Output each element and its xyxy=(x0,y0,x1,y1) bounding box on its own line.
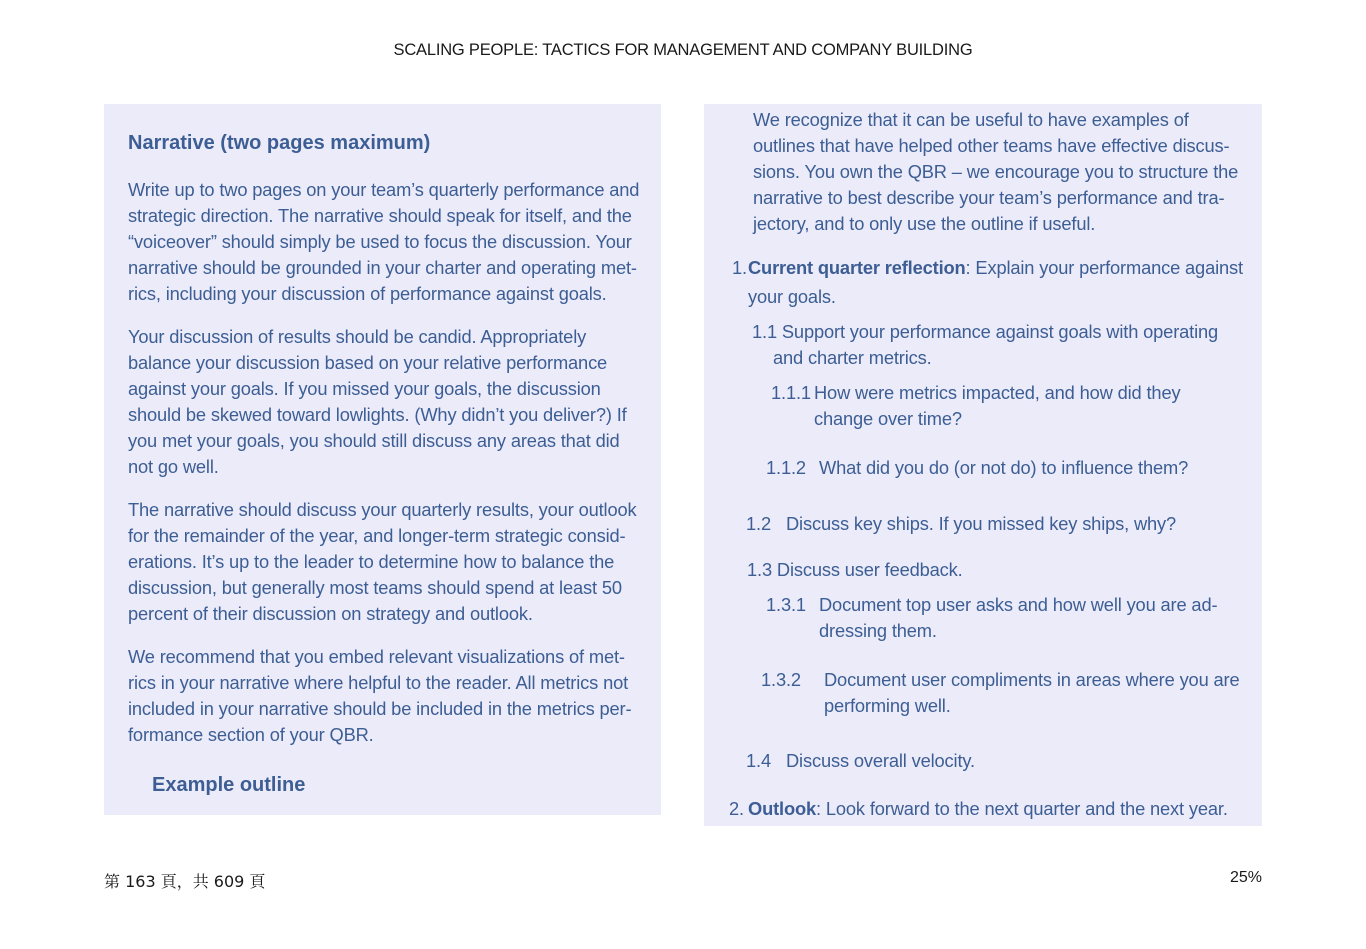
narrative-panel xyxy=(104,104,661,815)
outline-number: 2. xyxy=(729,798,744,819)
outline-number: 1.4 xyxy=(746,750,771,771)
outline-text: 1.3 Discuss user feedback. xyxy=(747,559,963,580)
outline-text: 1.1 Support your performance against goals with operating xyxy=(752,321,1219,342)
narrative-paragraph: The narrative should discuss your quarterly results, your outlook for the remainder of the year, and longer-term strategic consid-erations. It’s up to the leader to determine how to balance the discussion, but generally most teams should spend at least 50 percent of their discussion on strategy and outlook. xyxy=(128,499,637,624)
outline-text: dressing them. xyxy=(819,620,937,641)
outline-number: 1.2 xyxy=(746,513,771,534)
outline-label: Outlook xyxy=(748,798,817,819)
outline-number: 1.1.1 xyxy=(771,382,811,403)
outline-text: How were metrics impacted, and how did they xyxy=(814,382,1181,403)
outline-text: Document user compliments in areas where you are xyxy=(824,669,1240,690)
outline-text: your goals. xyxy=(748,286,836,307)
outline-intro: We recognize that it can be useful to have examples of outlines that have helped other teams have effective discus-sions. You own the QBR – we encourage you to structure the narrative to best describe your team’s performance and tra-jectory, and to only use the outline if useful. xyxy=(753,109,1239,234)
example-outline-heading: Example outline xyxy=(152,774,306,796)
outline-panel xyxy=(704,104,1262,826)
outline-number: 1.1.2 xyxy=(766,457,806,478)
outline-number: 1.3.2 xyxy=(761,669,801,690)
narrative-heading: Narrative (two pages maximum) xyxy=(128,132,431,154)
narrative-paragraph: Your discussion of results should be candid. Appropriately balance your discussion based on your relative performance against your goals. If you missed your goals, the discussion should be skewed toward lowlights. (Why didn’t you deliver?) If you met your goals, you should still discuss any areas that did not go well. xyxy=(128,326,627,477)
outline-text: : Look forward to the next quarter and the next year. xyxy=(816,798,1228,819)
narrative-body xyxy=(128,177,643,765)
outline-label: Current quarter reflection xyxy=(748,257,966,278)
outline-text: and charter metrics. xyxy=(773,347,932,368)
narrative-paragraph: We recommend that you embed relevant visualizations of met-rics in your narrative where helpful to the reader. All metrics not included in your narrative should be included in the metrics per-formance section of your QBR. xyxy=(128,646,632,745)
book-title: SCALING PEOPLE: TACTICS FOR MANAGEMENT AND COMPANY BUILDING xyxy=(393,41,973,59)
outline-text: Discuss overall velocity. xyxy=(786,750,975,771)
reading-progress: 25% xyxy=(1229,869,1262,886)
outline-text: performing well. xyxy=(824,695,951,716)
outline-text: What did you do (or not do) to influence them? xyxy=(819,457,1189,478)
narrative-paragraph: Write up to two pages on your team’s quarterly performance and strategic direction. The narrative should speak for itself, and the “voiceover” should simply be used to focus the discussion. Your narrative should be grounded in your charter and operating met-rics, including your discussion of performance against goals. xyxy=(128,179,640,304)
outline-number: 1.3.1 xyxy=(766,594,806,615)
outline-text: : Explain your performance against xyxy=(965,257,1243,278)
outline-number: 1. xyxy=(732,257,747,278)
outline-text: Document top user asks and how well you are ad- xyxy=(819,594,1218,615)
outline-text: change over time? xyxy=(814,408,962,429)
page-counter: 第 163 頁，共 609 頁 xyxy=(104,872,266,891)
outline-text: Discuss key ships. If you missed key ships, why? xyxy=(786,513,1177,534)
